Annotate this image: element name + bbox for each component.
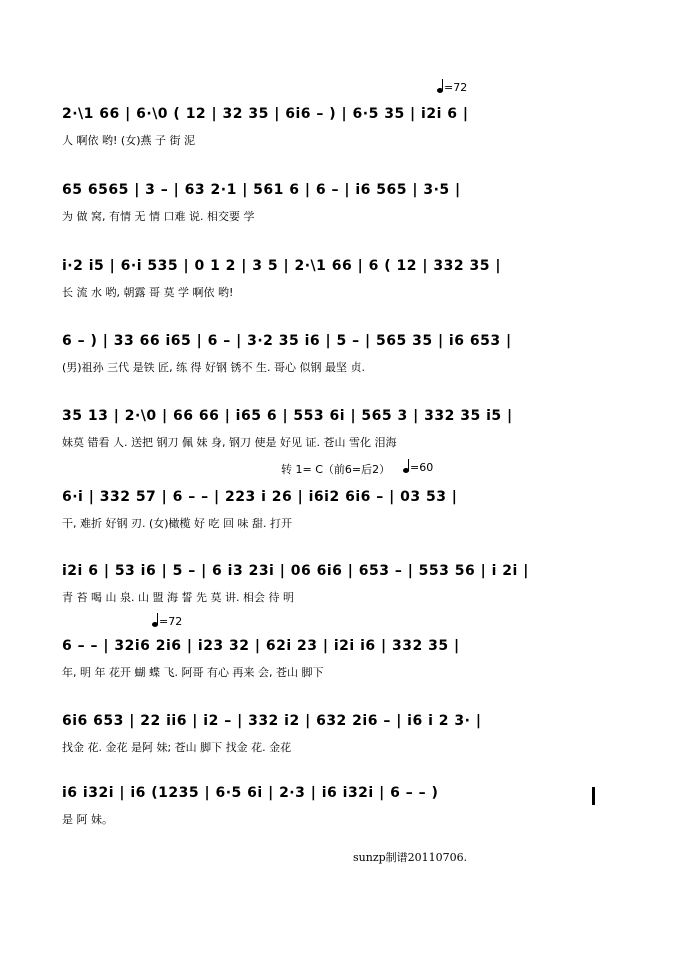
quarter-note-icon (437, 88, 443, 93)
lyrics-line: 干, 难折 好钢 刃. (女)橄榄 好 吃 回 味 甜. 打开 (62, 517, 293, 530)
tempo-value: =60 (410, 461, 434, 474)
tempo-value: =72 (159, 615, 183, 628)
notation-line: i·2 i5 | 6·i 535 | 0 1 2 | 3 5 | 2·\1 66 | 6 ( 12 | 332 35 | (62, 258, 501, 274)
key-change-text: 转 1= C（前6=后2） (281, 463, 391, 476)
notation-line: 35 13 | 2·\0 | 66 66 | i65 6 | 553 6i | 565 3 | 332 35 i5 | (62, 408, 513, 424)
notation-line: 6 – ) | 33 66 i65 | 6 – | 3·2 35 i6 | 5 – | 565 35 | i6 653 | (62, 333, 512, 349)
notation-line: i6 i32i | i6 (1235 | 6·5 6i | 2·3 | i6 i32i | 6 – – ) (62, 785, 439, 801)
notation-line: 2·\1 66 | 6·\0 ( 12 | 32 35 | 6i6 – ) | 6·5 35 | i2i 6 | (62, 106, 469, 122)
tempo-mark (152, 615, 182, 628)
lyrics-line: (男)祖孙 三代 是铁 匠, 练 得 好钢 锈不 生. 哥心 似钢 最坚 贞. (62, 361, 366, 374)
lyrics-line: 青 苔 喝 山 泉. 山 盟 海 誓 先 莫 讲. 相会 待 明 (62, 591, 294, 604)
lyrics-line: 为 做 窝, 有情 无 情 口难 说. 相交要 学 (62, 210, 255, 223)
notation-line: 6·i | 332 57 | 6 – – | 223 i 26 | i6i2 6i6 – | 03 53 | (62, 489, 458, 505)
notation-line: 65 6565 | 3 – | 63 2·1 | 561 6 | 6 – | i6 565 | 3·5 | (62, 182, 461, 198)
notation-line: i2i 6 | 53 i6 | 5 – | 6 i3 23i | 06 6i6 | 653 – | 553 56 | i 2i | (62, 563, 529, 579)
lyrics-line: 年, 明 年 花开 蝴 蝶 飞. 阿哥 有心 再来 会, 苍山 脚下 (62, 666, 324, 679)
lyrics-line: 找金 花. 金花 是阿 妹; 苍山 脚下 找金 花. 金花 (62, 741, 292, 754)
tempo-value: =72 (444, 81, 468, 94)
tempo-mark (437, 81, 467, 94)
credit-line: sunzp制谱20110706. (353, 851, 468, 864)
notation-line: 6 – – | 32i6 2i6 | i23 32 | 62i 23 | i2i i6 | 332 35 | (62, 638, 460, 654)
lyrics-line: 长 流 水 哟, 朝露 哥 莫 学 啊依 哟! (62, 286, 234, 299)
lyrics-line: 妹莫 错看 人. 送把 钢刀 佩 妹 身, 钢刀 使是 好见 证. 苍山 雪化 泪海 (62, 436, 397, 449)
notation-line: 6i6 653 | 22 ii6 | i2 – | 332 i2 | 632 2i6 – | i6 i 2 3· | (62, 713, 482, 729)
quarter-note-icon (152, 622, 158, 627)
lyrics-line: 人 啊依 哟! (女)燕 子 街 泥 (62, 134, 195, 147)
tempo-mark (403, 461, 433, 474)
key-change-mark (281, 461, 390, 477)
quarter-note-icon (403, 468, 409, 473)
lyrics-line: 是 阿 妹。 (62, 813, 113, 826)
final-barline (592, 787, 595, 805)
